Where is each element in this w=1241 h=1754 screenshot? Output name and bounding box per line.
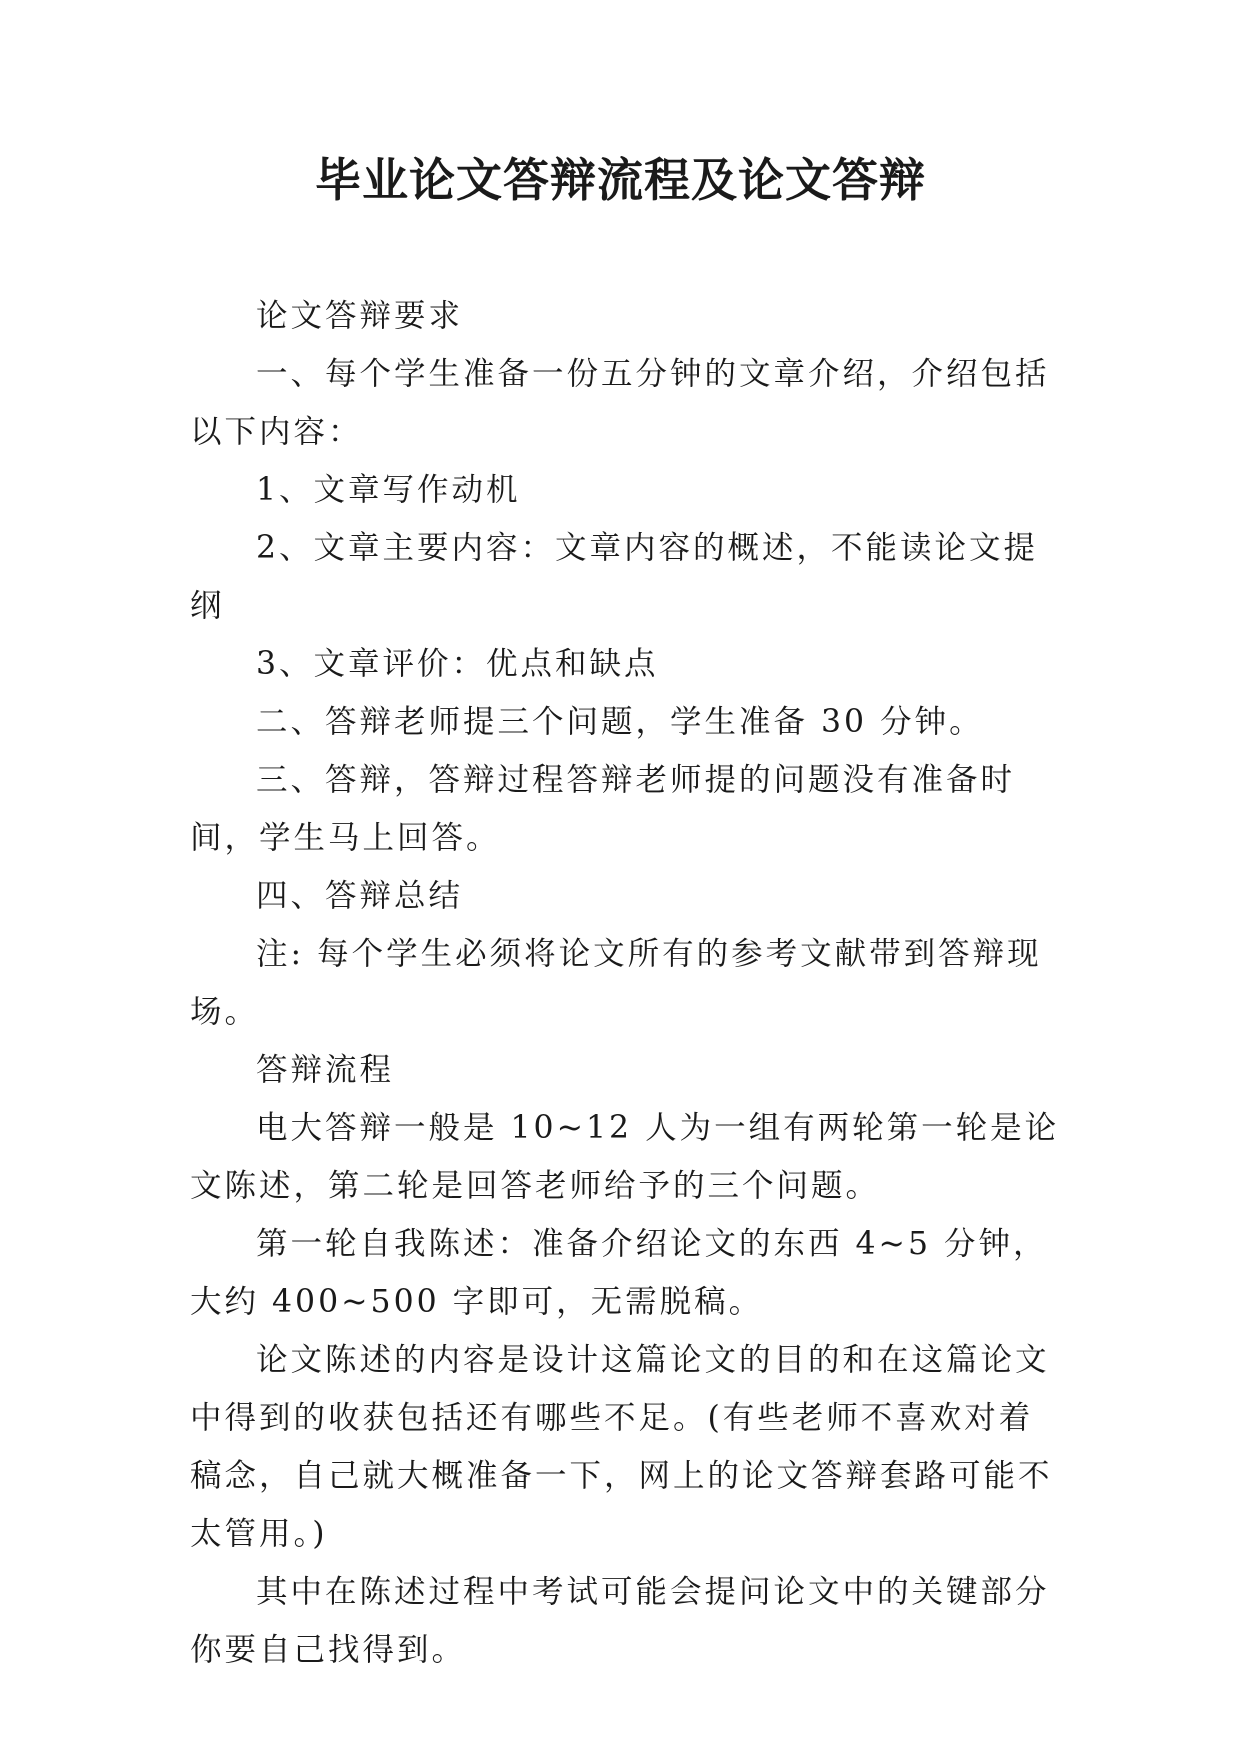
paragraph: 一、每个学生准备一份五分钟的文章介绍，介绍包括以下内容：: [190, 356, 1050, 450]
paragraph: 2、文章主要内容：文章内容的概述，不能读论文提纲: [190, 530, 1039, 624]
paragraph: 论文陈述的内容是设计这篇论文的目的和在这篇论文中得到的收获包括还有哪些不足。(有些老师不喜欢对着稿念，自己就大概准备一下，网上的论文答辩套路可能不太管用。): [190, 1342, 1053, 1552]
document-title: 毕业论文答辩流程及论文答辩: [315, 153, 926, 207]
paragraph: 电大答辩一般是 10~12 人为一组有两轮第一轮是论文陈述，第二轮是回答老师给予的三个问题。: [190, 1110, 1060, 1204]
paragraph: 答辩流程: [256, 1052, 395, 1088]
paragraph: 三、答辩，答辩过程答辩老师提的问题没有准备时间，学生马上回答。: [190, 762, 1016, 856]
paragraph: 1、文章写作动机: [256, 472, 521, 508]
paragraph: 注: 每个学生必须将论文所有的参考文献带到答辩现场。: [190, 936, 1042, 1030]
paragraph: 二、答辩老师提三个问题，学生准备 30 分钟。: [256, 704, 984, 740]
document-body: [190, 287, 1060, 1679]
paragraph: 论文答辩要求: [256, 298, 464, 334]
paragraph: 第一轮自我陈述：准备介绍论文的东西 4~5 分钟，大约 400~500 字即可，无需脱稿。: [190, 1226, 1048, 1320]
paragraph: 其中在陈述过程中考试可能会提问论文中的关键部分你要自己找得到。: [190, 1574, 1050, 1668]
paragraph: 3、文章评价：优点和缺点: [256, 646, 659, 682]
paragraph: 四、答辩总结: [256, 878, 464, 914]
